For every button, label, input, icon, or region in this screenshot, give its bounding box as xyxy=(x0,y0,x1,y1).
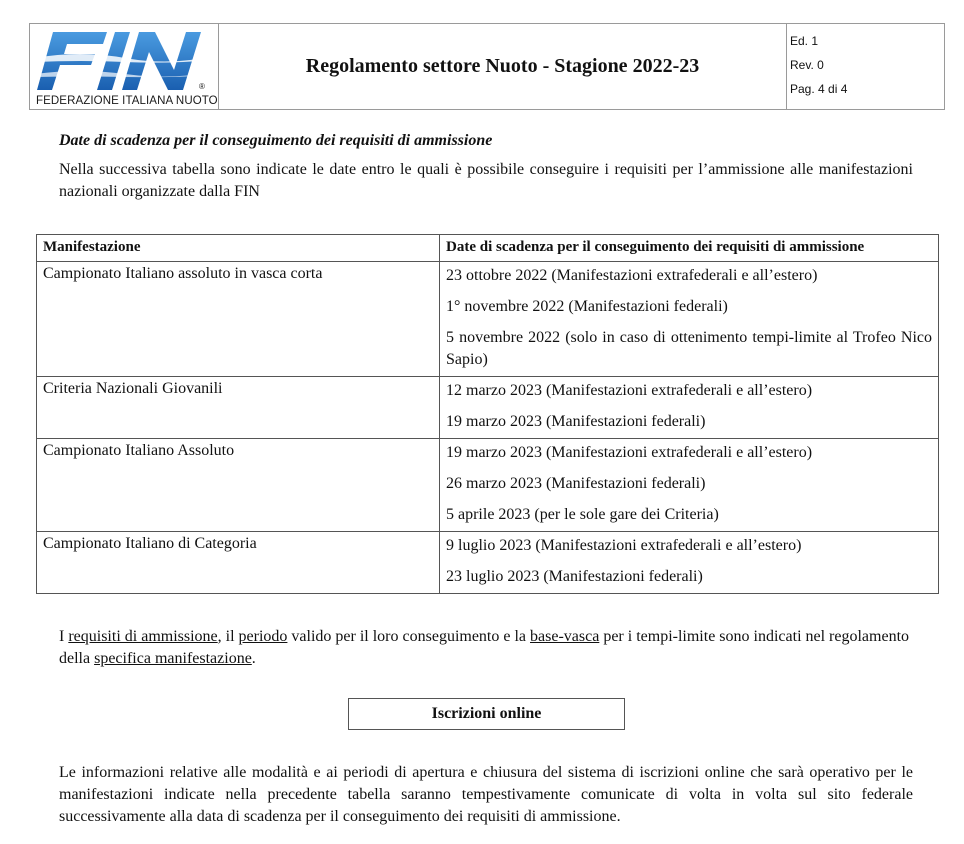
revision-label: Rev. 0 xyxy=(790,58,824,72)
deadline-line: 12 marzo 2023 (Manifestazioni extrafederali e all’estero) xyxy=(446,382,813,399)
table-row xyxy=(37,439,939,532)
note-text: , il xyxy=(217,628,239,645)
dates-cell xyxy=(440,262,939,377)
deadline-line: 19 marzo 2023 (Manifestazioni extrafederali e all’estero) xyxy=(446,444,813,461)
logo-cell xyxy=(30,24,219,109)
note-text: per i tempi-limite sono indicati nel regolamento della xyxy=(59,628,910,667)
logo-caption: FEDERAZIONE ITALIANA NUOTO xyxy=(36,95,218,107)
document-title-cell xyxy=(219,24,787,109)
note-term-specifica-manifestazione: specifica manifestazione xyxy=(94,650,252,667)
deadline-line: 26 marzo 2023 (Manifestazioni federali) xyxy=(446,475,706,492)
note-term-requisiti: requisiti di ammissione xyxy=(68,628,218,645)
note-text: I xyxy=(59,628,69,645)
online-paragraph: Le informazioni relative alle modalità e ai periodi di apertura e chiusura del sistema di iscrizioni online che sarà operativo per le manifestazioni indicate nella precedente tabella saranno tempestivamente comunicate di volta in volta sul sito federale successivamente alla data di scadenza per il conseguimento dei requisiti di ammissione. xyxy=(59,764,913,825)
event-cell: Campionato Italiano Assoluto xyxy=(37,439,440,532)
table-row xyxy=(37,532,939,594)
dates-cell xyxy=(440,439,939,532)
deadline-line: 19 marzo 2023 (Manifestazioni federali) xyxy=(446,413,706,430)
document-header xyxy=(29,23,945,110)
deadline-line: 5 novembre 2022 (solo in caso di ottenimento tempi-limite al Trofeo Nico Sapio) xyxy=(446,329,932,368)
deadlines-table xyxy=(36,234,939,594)
registered-mark: ® xyxy=(199,82,205,91)
online-registration-heading xyxy=(348,698,625,730)
dates-cell xyxy=(440,532,939,594)
edition-label: Ed. 1 xyxy=(790,34,819,48)
requirements-note xyxy=(59,626,915,670)
document-meta xyxy=(787,24,944,109)
column-header-event: Manifestazione xyxy=(37,235,440,262)
event-cell: Campionato Italiano assoluto in vasca corta xyxy=(37,262,440,377)
note-term-base-vasca: base-vasca xyxy=(530,628,600,645)
note-text: valido per il loro conseguimento e la xyxy=(287,628,531,645)
note-term-periodo: periodo xyxy=(238,628,288,645)
table-row xyxy=(37,262,939,377)
page-number: Pag. 4 di 4 xyxy=(790,82,848,96)
table-row xyxy=(37,377,939,439)
dates-cell xyxy=(440,377,939,439)
intro-paragraph: Nella successiva tabella sono indicate le date entro le quali è possibile conseguire i requisiti per l’ammissione alle manifestazioni nazionali organizzate dalla FIN xyxy=(59,161,913,200)
deadline-line: 9 luglio 2023 (Manifestazioni extrafederali e all’estero) xyxy=(446,537,802,554)
deadline-line: 23 luglio 2023 (Manifestazioni federali) xyxy=(446,568,703,585)
event-cell: Campionato Italiano di Categoria xyxy=(37,532,440,594)
online-heading-text: Iscrizioni online xyxy=(431,705,542,722)
note-text: . xyxy=(251,650,256,667)
table-header-row xyxy=(37,235,939,262)
document-title: Regolamento settore Nuoto - Stagione 2022-23 xyxy=(305,55,700,77)
column-header-deadlines: Date di scadenza per il conseguimento dei requisiti di ammissione xyxy=(440,235,939,262)
deadline-line: 23 ottobre 2022 (Manifestazioni extrafederali e all’estero) xyxy=(446,267,818,284)
fin-logo xyxy=(35,28,213,94)
deadline-line: 1° novembre 2022 (Manifestazioni federali) xyxy=(446,298,728,315)
section-heading: Date di scadenza per il conseguimento dei requisiti di ammissione xyxy=(59,132,493,149)
event-cell: Criteria Nazionali Giovanili xyxy=(37,377,440,439)
deadline-line: 5 aprile 2023 (per le sole gare dei Criteria) xyxy=(446,506,719,523)
